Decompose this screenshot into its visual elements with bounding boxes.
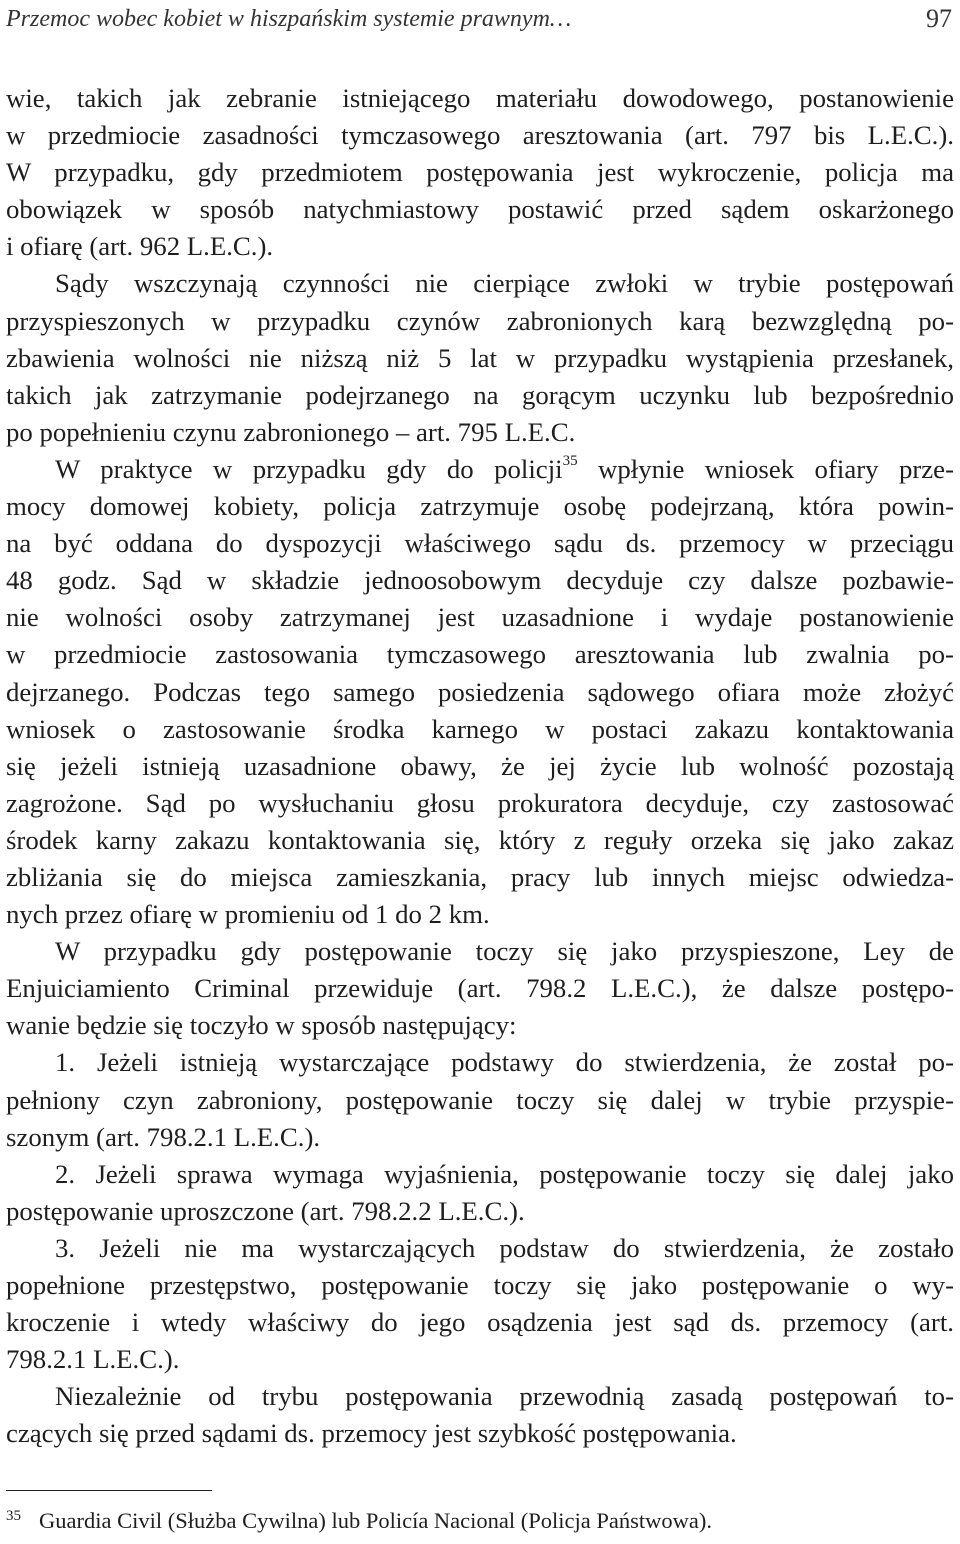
text-line: popełnione przestępstwo, postępowanie toczy się jako postępowanie o wy- [6,1270,954,1300]
text-line: Niezależnie od trybu postępowania przewodnią zasadą postępowań to- [55,1381,954,1412]
body-text [6,80,954,1452]
text-line: i ofiarę (art. 962 L.E.C.). [6,231,274,262]
text-line: obowiązek w sposób natychmiastowy postawić przed sądem oskarżonego [6,194,954,225]
text-line: Enjuiciamiento Criminal przewiduje (art. 798.2 L.E.C.), że dalsze postępo- [6,973,954,1004]
running-head-title: Przemoc wobec kobiet w hiszpańskim systemie prawnym… [6,6,572,32]
text-line: zbliżania się do miejsca zamieszkania, pracy lub innych miejsc odwiedza- [6,861,954,892]
text-segment: W praktyce w przypadku gdy do policji [55,453,563,484]
text-line: 1. Jeżeli istnieją wystarczające podstawy do stwierdzenia, że został po- [55,1047,954,1078]
footnote [6,1506,946,1539]
text-line: czących się przed sądami ds. przemocy jest szybkość postępowania. [6,1418,737,1449]
footnote-number: 35 [6,1508,21,1524]
text-segment: wpłynie wniosek ofiary prze- [598,453,954,484]
text-line: W przypadku gdy postępowanie toczy się jako przyspieszone, Ley de [55,936,954,967]
text-line: nie wolności osoby zatrzymanej jest uzasadnione i wydaje postanowienie [6,602,954,633]
text-line: mocy domowej kobiety, policja zatrzymuje osobę podejrzaną, która powin- [6,491,954,522]
text-line: środek karny zakazu kontaktowania się, który z reguły orzeka się jako zakaz [6,824,954,855]
text-line: wanie będzie się toczyło w sposób następujący: [6,1010,517,1041]
footnote-rule [6,1490,212,1491]
text-line: W przypadku, gdy przedmiotem postępowania jest wykroczenie, policja ma [6,157,954,188]
text-line: pełniony czyn zabroniony, postępowanie toczy się dalej w trybie przyspie- [6,1084,954,1115]
text-line: się jeżeli istnieją uzasadnione obawy, że jej życie lub wolność pozostają [6,750,954,781]
running-head [6,2,952,36]
text-line: dejrzanego. Podczas tego samego posiedzenia sądowego ofiara może złożyć [6,676,954,707]
footnote-reference: 35 [562,453,578,470]
page-number: 97 [926,4,952,33]
text-line [6,451,954,488]
text-line: postępowanie uproszczone (art. 798.2.2 L.E.C.). [6,1195,525,1226]
text-line: Sądy wszczynają czynności nie cierpiące zwłoki w trybie postępowań [55,268,954,299]
text-line: wie, takich jak zebranie istniejącego materiału dowodowego, postanowienie [6,83,954,113]
text-line: takich jak zatrzymanie podejrzanego na gorącym uczynku lub bezpośrednio [6,379,954,410]
text-line: przyspieszonych w przypadku czynów zabronionych karą bezwzględną po- [6,305,954,336]
text-line: wniosek o zastosowanie środka karnego w postaci zakazu kontaktowania [6,713,954,744]
text-line: na być oddana do dyspozycji właściwego sądu ds. przemocy w przeciągu [6,528,954,559]
text-line: 798.2.1 L.E.C.). [6,1344,180,1375]
text-line: szonym (art. 798.2.1 L.E.C.). [6,1121,321,1152]
text-line: 2. Jeżeli sprawa wymaga wyjaśnienia, postępowanie toczy się dalej jako [55,1158,954,1189]
text-line: 48 godz. Sąd w składzie jednoosobowym decyduje czy dalsze pozbawie- [6,565,954,596]
text-line: po popełnieniu czynu zabronionego – art. 795 L.E.C. [6,416,576,447]
text-line: zagrożone. Sąd po wysłuchaniu głosu prokuratora decyduje, czy zastosować [6,787,954,818]
text-line: nych przez ofiarę w promieniu od 1 do 2 km. [6,899,490,930]
text-line: kroczenie i wtedy właściwy do jego osądzenia jest sąd ds. przemocy (art. [6,1307,954,1338]
text-line: w przedmiocie zasadności tymczasowego aresztowania (art. 797 bis L.E.C.). [6,120,954,151]
text-line: 3. Jeżeli nie ma wystarczających podstaw do stwierdzenia, że zostało [55,1232,954,1263]
text-line: w przedmiocie zastosowania tymczasowego aresztowania lub zwalnia po- [6,639,954,670]
text-line: zbawienia wolności nie niższą niż 5 lat w przypadku wystąpienia przesłanek, [6,342,954,373]
footnote-text: Guardia Civil (Służba Cywilna) lub Policía Nacional (Policja Państwowa). [39,1508,712,1533]
